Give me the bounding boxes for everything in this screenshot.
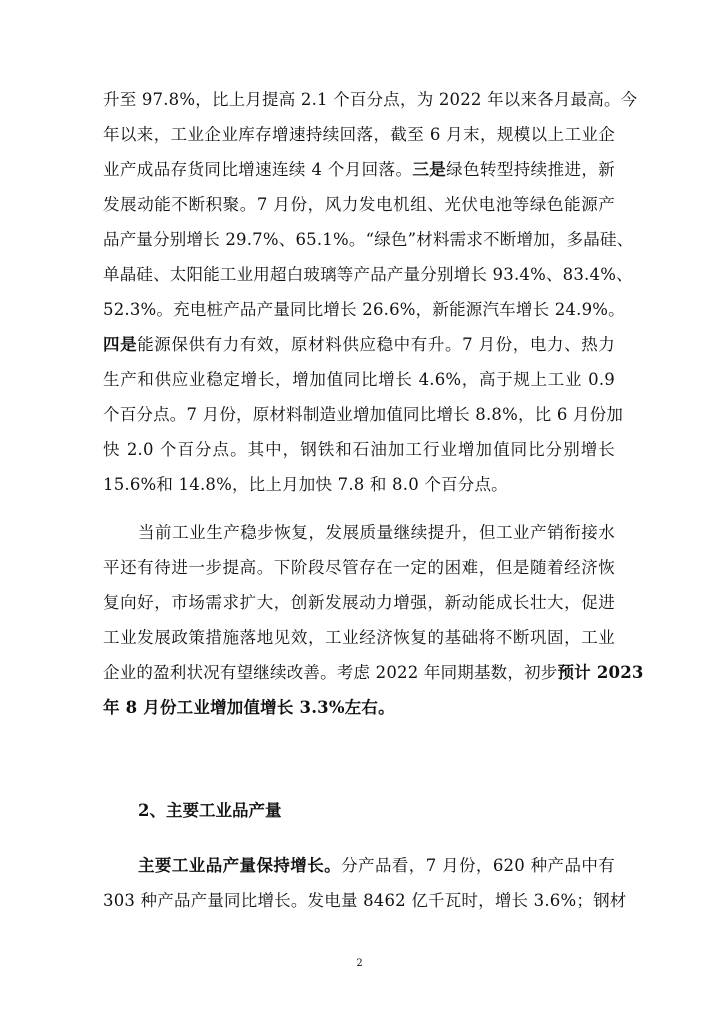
- forecast-emphasis-line: 年 8 月份工业增加值增长 3.3%左右。: [103, 698, 395, 717]
- text-line: 四是能源保供有力有效，原材料供应稳中有升。7 月份，电力、热力: [103, 335, 615, 354]
- emphasis-label: 四是: [103, 335, 138, 354]
- page-number: 2: [356, 958, 363, 969]
- emphasis-label: 三是: [412, 160, 447, 179]
- text-line: 品产量分别增长 29.7%、65.1%。“绿色”材料需求不断增加，多晶硅、: [103, 230, 634, 249]
- text-line: 复向好，市场需求扩大，创新发展动力增强，新动能成长壮大，促进: [103, 593, 615, 612]
- forecast-emphasis: 预计 2023: [557, 663, 644, 682]
- lead-sentence: 主要工业品产量保持增长。: [138, 856, 342, 875]
- text-line: 企业的盈利状况有望继续改善。考虑 2022 年同期基数，初步预计 2023: [103, 663, 644, 682]
- text-line: 个百分点。7 月份，原材料制造业增加值同比增长 8.8%，比 6 月份加: [103, 405, 624, 424]
- text-line: 业产成品存货同比增速连续 4 个月回落。三是绿色转型持续推进，新: [103, 160, 615, 179]
- text-line: 主要工业品产量保持增长。分产品看，7 月份，620 种产品中有: [138, 856, 616, 875]
- text-line: 升至 97.8%，比上月提高 2.1 个百分点，为 2022 年以来各月最高。今: [103, 90, 638, 109]
- text-line: 52.3%。充电桩产品产量同比增长 26.6%，新能源汽车增长 24.9%。: [103, 300, 625, 319]
- text-line: 发展动能不断积聚。7 月份，风力发电机组、光伏电池等绿色能源产: [103, 195, 615, 214]
- text-line: 单晶硅、太阳能工业用超白玻璃等产品产量分别增长 93.4%、83.4%、: [103, 265, 633, 284]
- text-line: 15.6%和 14.8%，比上月加快 7.8 和 8.0 个百分点。: [103, 475, 508, 494]
- text-line: 快 2.0 个百分点。其中，钢铁和石油加工行业增加值同比分别增长: [103, 440, 615, 459]
- text-line: 303 种产品产量同比增长。发电量 8462 亿千瓦时，增长 3.6%；钢材: [103, 891, 627, 910]
- text-line: 平还有待进一步提高。下阶段尽管存在一定的困难，但是随着经济恢: [103, 558, 615, 577]
- text-line: 年以来，工业企业库存增速持续回落，截至 6 月末，规模以上工业企: [103, 125, 615, 144]
- section-heading: 2、主要工业品产量: [138, 801, 282, 820]
- text-line: 当前工业生产稳步恢复，发展质量继续提升，但工业产销衔接水: [138, 523, 615, 542]
- text-line: 生产和供应业稳定增长，增加值同比增长 4.6%，高于规上工业 0.9: [103, 370, 615, 389]
- text-line: 工业发展政策措施落地见效，工业经济恢复的基础将不断巩固，工业: [103, 628, 615, 647]
